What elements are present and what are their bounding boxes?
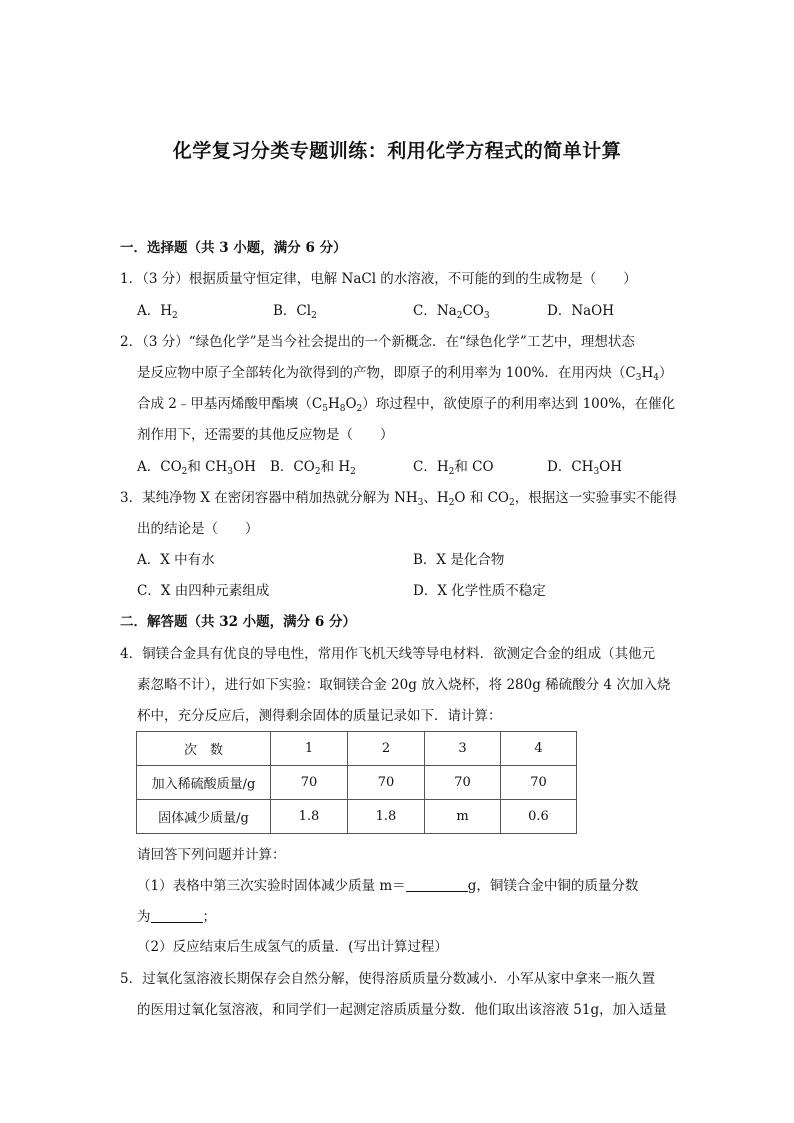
question-1-stem: 1．（3 分）根据质量守恒定律，电解 NaCl 的水溶液，不可能的到的生成物是（ ） xyxy=(120,271,637,287)
question-3-option-d: D．X 化学性质不稳定 xyxy=(413,583,546,599)
section-heading-choice: 一．选择题（共 3 小题，满分 6 分） xyxy=(120,240,347,256)
question-2-line-1: 2．（3 分）“绿色化学”是当今社会提出的一个新概念．在“绿色化学”工艺中，理想状态 xyxy=(120,334,635,350)
table-cell: 固体减少质量/g xyxy=(137,800,271,834)
table-cell: 70 xyxy=(348,766,425,800)
table-cell: 70 xyxy=(425,766,501,800)
question-5-line-1: 5．过氧化氢溶液长期保存会自然分解，使得溶质质量分数减小．小军从家中拿来一瓶久置 xyxy=(120,971,656,987)
table-cell: 1.8 xyxy=(271,800,348,834)
question-3-line-2: 出的结论是（ ） xyxy=(137,521,259,537)
question-1-option-c: C．$Na_2CO_3$ xyxy=(413,303,490,321)
question-4-part-1: （1）表格中第三次实验时固体减少质量 m＝ g，铜镁合金中铜的质量分数 xyxy=(137,878,639,894)
table-cell: 加入稀硫酸质量/g xyxy=(137,766,271,800)
question-5-line-2: 的医用过氧化氢溶液，和同学们一起测定溶质质量分数．他们取出该溶液 51g，加入适量 xyxy=(137,1002,667,1018)
table-row xyxy=(137,766,577,800)
table-header-cell: 次 数 xyxy=(137,732,271,766)
question-4-part-2: （2）反应结束后生成氢气的质量．(写出计算过程） xyxy=(137,939,448,955)
question-2-line-4: 剂作用下，还需要的其他反应物是（ ） xyxy=(137,427,394,443)
question-2-line-3: 合成 2﹣甲基丙烯酸甲酯塽$(C_5H_8O_2)$珎过程中，欲使原子的利用率达到 100%，在催化 xyxy=(137,396,676,414)
question-1-option-a: A．$H_2$ xyxy=(137,303,178,321)
question-3-option-c: C．X 由四种元素组成 xyxy=(137,583,270,599)
table-header-cell: 4 xyxy=(501,732,577,766)
question-2-option-c: C．$H_2$和 CO xyxy=(413,459,494,477)
question-2-option-b: B．$CO_2$和 $H_2$ xyxy=(270,459,356,477)
answer-blank-m[interactable] xyxy=(406,877,468,892)
question-2-line-2: 是反应物中原子全部转化为欲得到的产物，即原子的利用率为 100%．在用丙炔$(C_3H_4)$ xyxy=(137,365,673,383)
table-cell: 1.8 xyxy=(348,800,425,834)
question-3-option-b: B．X 是化合物 xyxy=(413,552,505,568)
question-1-option-b: B．$Cl_2$ xyxy=(273,303,317,321)
table-cell: 70 xyxy=(501,766,577,800)
table-cell: 70 xyxy=(271,766,348,800)
table-header-row xyxy=(137,732,577,766)
page-title: 化学复习分类专题训练：利用化学方程式的简单计算 xyxy=(172,140,622,162)
question-4-line-1: 4．铜镁合金具有优良的导电性，常用作飞机天线等导电材料．欲测定合金的组成（其他元 xyxy=(120,646,656,662)
question-4-line-2: 素忽略不计），进行如下实验：取铜镁合金 20g 放入烧杯，将 280g 稀硫酸分 4 次加入烧 xyxy=(137,677,671,693)
question-2-option-d: D．$CH_3OH$ xyxy=(547,459,623,477)
section-heading-answer: 二．解答题（共 32 小题，满分 6 分） xyxy=(120,614,356,630)
question-1-option-d: D．NaOH xyxy=(547,303,615,319)
question-4-prompt: 请回答下列问题并计算： xyxy=(137,847,286,863)
table-header-cell: 1 xyxy=(271,732,348,766)
question-4-line-3: 杯中，充分反应后，测得剩余固体的质量记录如下．请计算： xyxy=(137,708,502,724)
table-header-cell: 2 xyxy=(348,732,425,766)
table-cell: m xyxy=(425,800,501,834)
question-3-option-a: A．X 中有水 xyxy=(137,552,215,568)
data-table xyxy=(136,731,577,834)
table-row xyxy=(137,800,577,834)
question-3-line-1: 3．某纯净物 X 在密闭容器中稍加热就分解为 $NH_3$、$H_2O$ 和 $CO_2$，根据这一实验事实不能得 xyxy=(120,490,677,508)
question-2-option-a: A．$CO_2$和 $CH_3OH$ xyxy=(137,459,256,477)
table-header-cell: 3 xyxy=(425,732,501,766)
question-4-part-1-cont: 为 ； xyxy=(137,909,216,925)
table-cell: 0.6 xyxy=(501,800,577,834)
answer-blank-copper-fraction[interactable] xyxy=(151,908,203,923)
